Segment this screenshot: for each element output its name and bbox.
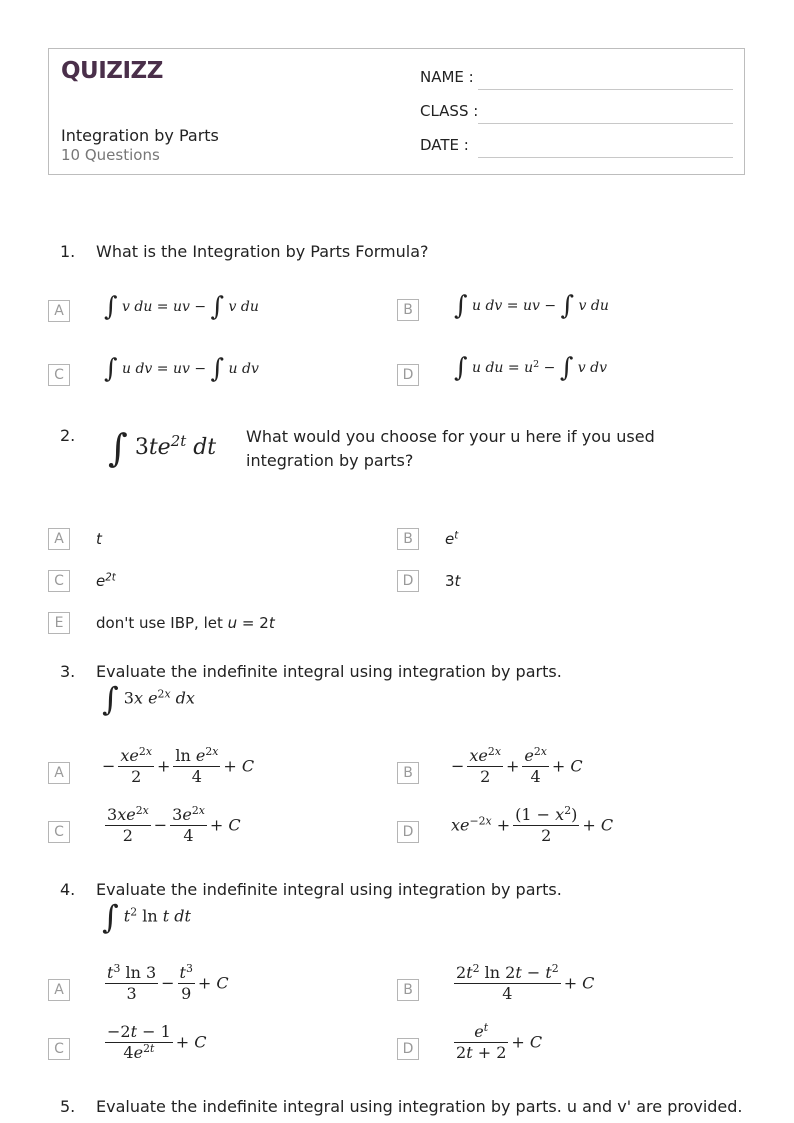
q2-option-d-letter[interactable]: D (397, 570, 419, 592)
question-3-text: Evaluate the indefinite integral using integration by parts. (96, 662, 562, 681)
question-1-text: What is the Integration by Parts Formula? (96, 242, 429, 261)
question-2-text: What would you choose for your u here if you used integration by parts? (246, 427, 655, 470)
q2-option-a[interactable]: t (96, 530, 102, 548)
name-field[interactable] (478, 89, 733, 90)
question-2-expression: ∫ $3te^{2t}$ dt (108, 426, 217, 470)
date-label: DATE : (420, 136, 469, 154)
name-label: NAME : (420, 68, 474, 86)
q3-option-d-letter[interactable]: D (397, 821, 419, 843)
q2-option-d[interactable]: 3t (445, 572, 461, 590)
q4-option-a[interactable]: $\frac{t^3 \ln 3}{3}$ − $\frac{t^3}{9}$ + C (107, 962, 229, 1003)
question-5-number: 5. (60, 1097, 76, 1116)
question-4-text: Evaluate the indefinite integral using integration by parts. (96, 880, 562, 899)
question-count: 10 Questions (61, 146, 160, 164)
q2-option-c-letter[interactable]: C (48, 570, 70, 592)
q1-option-b-letter[interactable]: B (397, 299, 419, 321)
q3-option-b[interactable]: − $\frac{xe^{2x}}{2}$ + $\frac{e^{2x}}{4}$ + C (451, 745, 583, 786)
worksheet-title: Integration by Parts (61, 126, 219, 145)
question-4-number: 4. (60, 880, 76, 899)
class-field[interactable] (478, 123, 733, 124)
q1-option-a-letter[interactable]: A (48, 300, 70, 322)
q4-option-c-letter[interactable]: C (48, 1038, 70, 1060)
q3-option-d[interactable]: $xe^{-2x}$ + $\frac{(1 - x^2)}{2}$ + C (451, 804, 614, 845)
question-3-expression: ∫ 3x $e^{2x}$ dx (102, 680, 195, 718)
q2-option-a-letter[interactable]: A (48, 528, 70, 550)
q3-option-a[interactable]: − $\frac{xe^{2x}}{2}$ + $\frac{\ln e^{2x}}{4}$ + C (102, 745, 255, 786)
date-field[interactable] (478, 157, 733, 158)
question-5-text: Evaluate the indefinite integral using integration by parts. u and v' are provided. (96, 1097, 743, 1116)
q1-option-b[interactable]: ∫ u dv = uv − ∫ v du (454, 291, 609, 321)
q4-option-a-letter[interactable]: A (48, 979, 70, 1001)
q2-option-e[interactable]: don't use IBP, let u = 2t (96, 614, 275, 632)
q2-option-b[interactable]: $e^t$ (445, 530, 459, 548)
question-4-expression: ∫ $t^2$ ln t dt (102, 898, 191, 936)
q1-option-a[interactable]: ∫ v du = uv − ∫ v du (104, 292, 259, 322)
q4-option-c[interactable]: $\frac{-2t - 1}{4e^{2t}}$ + C (107, 1022, 207, 1062)
q1-option-d-letter[interactable]: D (397, 364, 419, 386)
q2-option-c[interactable]: $e^{2t}$ (96, 572, 116, 590)
q2-option-b-letter[interactable]: B (397, 528, 419, 550)
q1-option-c-letter[interactable]: C (48, 364, 70, 386)
q4-option-b-letter[interactable]: B (397, 979, 419, 1001)
q4-option-b[interactable]: $\frac{2t^2 \ln 2t - t^2}{4}$ + C (456, 962, 595, 1003)
q1-option-d[interactable]: ∫ u du = $u^2$ − ∫ v dv (454, 353, 608, 383)
q3-option-b-letter[interactable]: B (397, 762, 419, 784)
question-3-number: 3. (60, 662, 76, 681)
q4-option-d-letter[interactable]: D (397, 1038, 419, 1060)
question-1-number: 1. (60, 242, 76, 261)
q3-option-a-letter[interactable]: A (48, 762, 70, 784)
quizizz-logo: QUIZIZZ (61, 58, 163, 84)
class-label: CLASS : (420, 102, 479, 120)
q2-option-e-letter[interactable]: E (48, 612, 70, 634)
q1-option-c[interactable]: ∫ u dv = uv − ∫ u dv (104, 354, 259, 384)
q4-option-d[interactable]: $\frac{e^t}{2t + 2}$ + C (456, 1021, 543, 1062)
q3-option-c-letter[interactable]: C (48, 821, 70, 843)
question-2-number: 2. (60, 426, 76, 445)
q3-option-c[interactable]: $\frac{3xe^{2x}}{2}$ − $\frac{3e^{2x}}{4}$ + C (107, 804, 241, 845)
